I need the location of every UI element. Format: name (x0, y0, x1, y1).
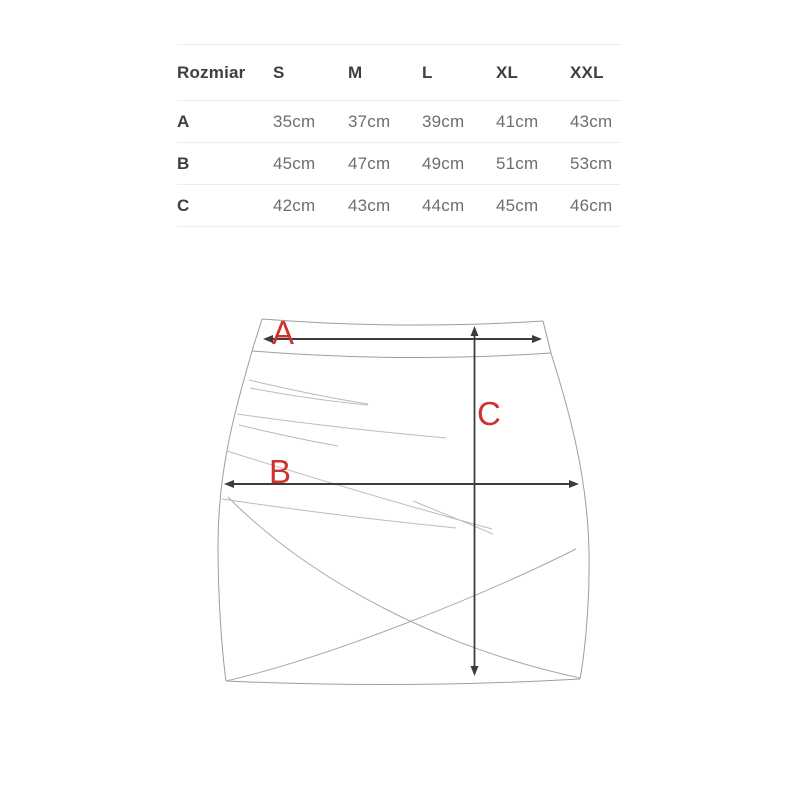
value-b-xl: 51cm (496, 153, 539, 173)
value-c-l: 44cm (422, 195, 465, 215)
value-a-m: 37cm (348, 111, 391, 131)
value-a-l: 39cm (422, 111, 465, 131)
skirt-wrap-edges (226, 497, 580, 681)
value-b-l: 49cm (422, 153, 465, 173)
value-a-xl: 41cm (496, 111, 539, 131)
row-label-c: C (177, 195, 190, 215)
skirt-fold-lines (222, 380, 493, 534)
value-a-s: 35cm (273, 111, 316, 131)
value-c-xxl: 46cm (570, 195, 613, 215)
value-c-xl: 45cm (496, 195, 539, 215)
value-b-s: 45cm (273, 153, 316, 173)
label-a: A (272, 314, 295, 351)
size-column-m: M (348, 62, 363, 82)
row-label-a: A (177, 111, 190, 131)
value-c-m: 43cm (348, 195, 391, 215)
size-column-s: S (273, 62, 285, 82)
value-b-m: 47cm (348, 153, 391, 173)
size-table-header-label: Rozmiar (177, 62, 246, 82)
value-c-s: 42cm (273, 195, 316, 215)
label-c: C (477, 395, 501, 432)
value-b-xxl: 53cm (570, 153, 613, 173)
value-a-xxl: 43cm (570, 111, 613, 131)
skirt-body-outline (218, 351, 589, 685)
label-b: B (269, 453, 292, 490)
row-label-b: B (177, 153, 190, 173)
size-column-xxl: XXL (570, 62, 604, 82)
size-column-xl: XL (496, 62, 519, 82)
measurement-arrow-c (471, 326, 479, 676)
measurement-arrow-a (263, 335, 542, 343)
size-column-l: L (422, 62, 433, 82)
